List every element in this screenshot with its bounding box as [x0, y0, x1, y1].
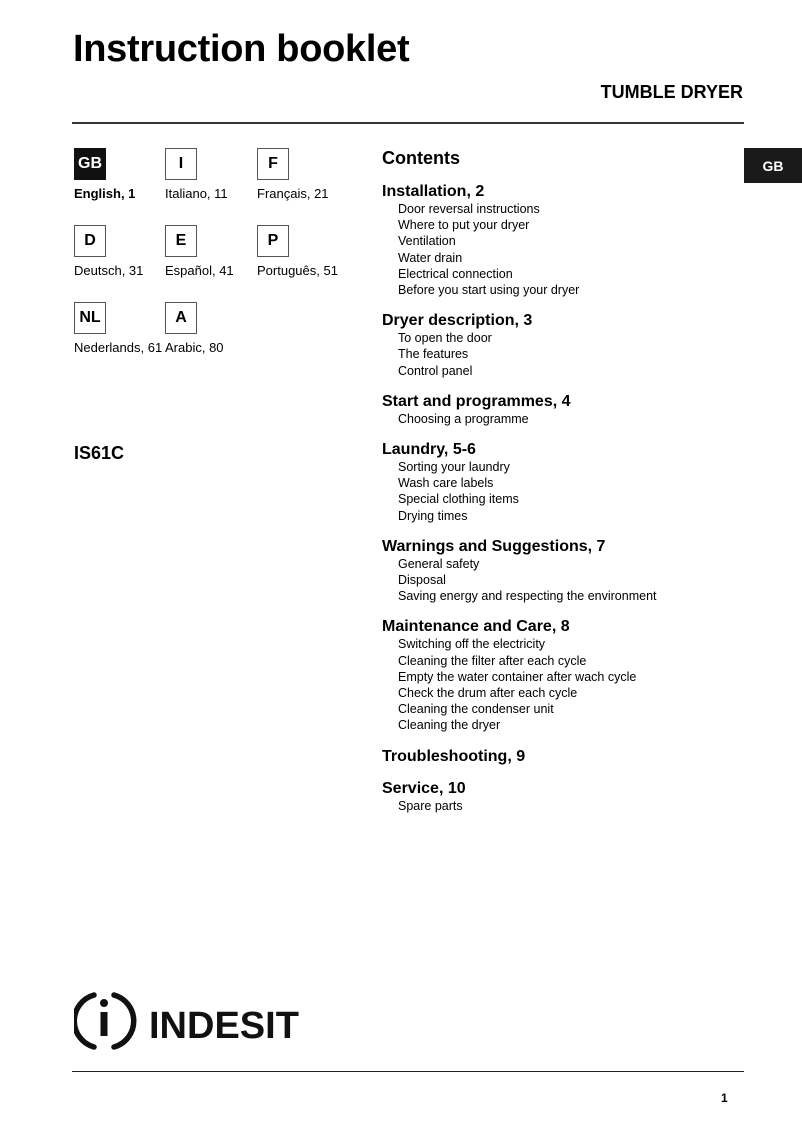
section-item[interactable]: Switching off the electricity: [398, 637, 546, 652]
contents-section: [382, 618, 722, 733]
section-item[interactable]: Check the drum after each cycle: [398, 686, 578, 701]
language-option-d[interactable]: [74, 225, 143, 278]
logo-bracket-right-icon: [114, 995, 134, 1047]
section-item[interactable]: Wash care labels: [398, 476, 494, 491]
language-code-box: I: [165, 148, 197, 180]
indesit-logo: [74, 990, 306, 1052]
model-number: IS61C: [74, 443, 125, 463]
language-code-box: F: [257, 148, 289, 180]
contents-section: [382, 441, 722, 524]
section-item[interactable]: Control panel: [398, 363, 473, 378]
language-label: Nederlands, 61: [74, 340, 163, 355]
language-option-a[interactable]: [165, 302, 224, 355]
section-item[interactable]: Saving energy and respecting the environment: [398, 589, 657, 604]
logo-dot-icon: [100, 999, 108, 1007]
section-item[interactable]: Where to put your dryer: [398, 218, 530, 233]
contents-section: [382, 393, 722, 427]
contents-section: [382, 312, 722, 379]
section-title[interactable]: Service, 10: [382, 779, 466, 797]
section-item[interactable]: Empty the water container after wach cycle: [398, 669, 637, 684]
section-item[interactable]: To open the door: [398, 331, 492, 346]
section-title[interactable]: Troubleshooting, 9: [382, 747, 526, 765]
section-title[interactable]: Start and programmes, 4: [382, 392, 571, 410]
page-title: Instruction booklet: [73, 28, 410, 70]
section-item[interactable]: The features: [398, 347, 469, 362]
section-item[interactable]: Cleaning the condenser unit: [398, 702, 554, 717]
page-number: 1: [721, 1091, 728, 1105]
language-code-box: A: [165, 302, 197, 334]
language-option-e[interactable]: [165, 225, 234, 278]
logo-stem-icon: [101, 1012, 108, 1036]
section-item[interactable]: Ventilation: [398, 234, 456, 249]
section-title[interactable]: Maintenance and Care, 8: [382, 618, 570, 636]
section-item[interactable]: Drying times: [398, 508, 468, 523]
section-item[interactable]: Cleaning the dryer: [398, 718, 501, 733]
language-label: Español, 41: [165, 263, 234, 278]
language-label: Italiano, 11: [165, 186, 228, 201]
language-label: Français, 21: [257, 186, 329, 201]
language-side-tab: GB: [744, 148, 802, 183]
product-type: TUMBLE DRYER: [600, 82, 743, 102]
language-option-p[interactable]: [257, 225, 338, 278]
language-label: Português, 51: [257, 263, 338, 278]
section-item[interactable]: Disposal: [398, 573, 446, 588]
contents-heading: Contents: [382, 148, 460, 168]
brand-wordmark: INDESIT: [149, 1005, 299, 1047]
contents-section: [382, 183, 722, 298]
language-option-gb[interactable]: [74, 148, 135, 201]
section-item[interactable]: Cleaning the filter after each cycle: [398, 653, 587, 668]
contents-section: [382, 748, 722, 766]
language-label: Deutsch, 31: [74, 263, 144, 278]
language-code-box: P: [257, 225, 289, 257]
language-option-nl[interactable]: [74, 302, 162, 355]
section-item[interactable]: Special clothing items: [398, 492, 519, 507]
table-of-contents: [382, 148, 722, 828]
contents-section: [382, 538, 722, 605]
section-item[interactable]: Before you start using your dryer: [398, 283, 580, 298]
language-code-box: E: [165, 225, 197, 257]
section-item[interactable]: Spare parts: [398, 798, 463, 813]
section-title[interactable]: Warnings and Suggestions, 7: [382, 537, 606, 555]
section-title[interactable]: Installation, 2: [382, 183, 485, 200]
footer-divider: [72, 1071, 744, 1072]
header-divider: [72, 122, 744, 124]
language-option-f[interactable]: [257, 148, 329, 201]
section-item[interactable]: Electrical connection: [398, 266, 513, 281]
language-label: English, 1: [74, 186, 136, 201]
section-item[interactable]: Water drain: [398, 250, 463, 265]
section-title[interactable]: Dryer description, 3: [382, 312, 533, 330]
contents-section: [382, 780, 722, 814]
language-code-box: D: [74, 225, 106, 257]
section-item[interactable]: Sorting your laundry: [398, 460, 510, 475]
language-code-box: GB: [74, 148, 106, 180]
section-item[interactable]: General safety: [398, 556, 480, 571]
language-option-i[interactable]: [165, 148, 228, 201]
logo-bracket-left-icon: [74, 995, 94, 1047]
contents-sections: [382, 183, 722, 814]
language-label: Arabic, 80: [165, 340, 224, 355]
language-code-box: NL: [74, 302, 106, 334]
section-item[interactable]: Door reversal instructions: [398, 202, 540, 216]
section-title[interactable]: Laundry, 5-6: [382, 441, 476, 459]
section-item[interactable]: Choosing a programme: [398, 411, 529, 426]
